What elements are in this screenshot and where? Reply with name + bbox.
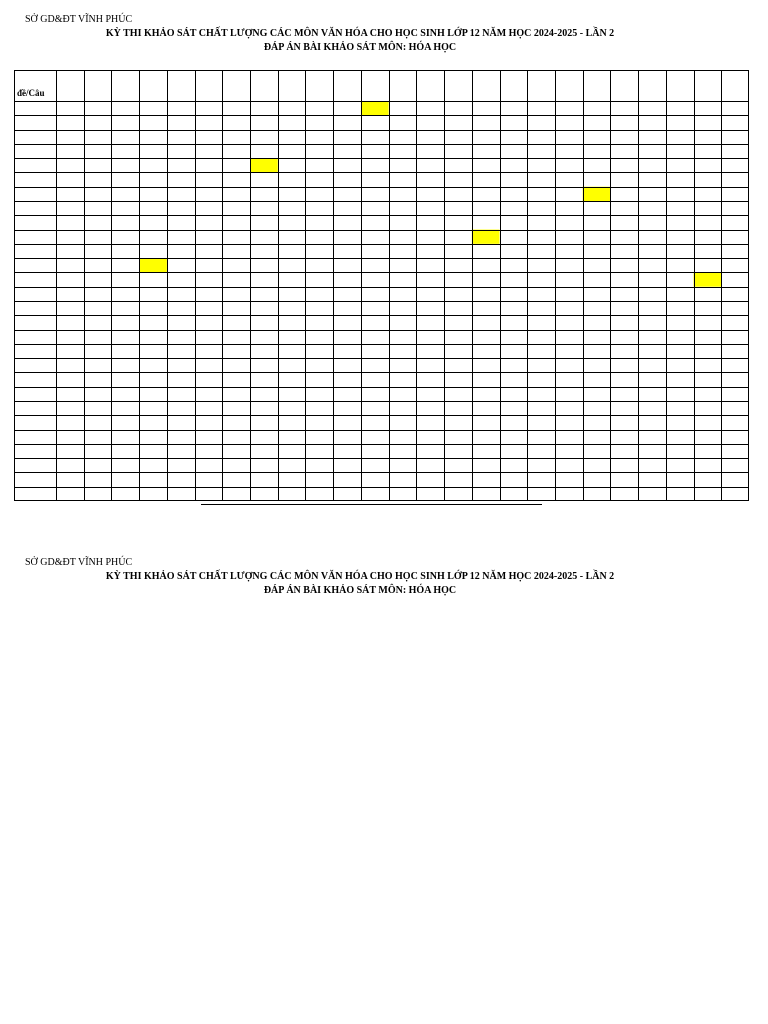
answer-key-table — [14, 70, 749, 501]
department-name: SỞ GD&ĐT VĨNH PHÚC — [25, 14, 133, 25]
highlighted-cell — [250, 158, 278, 172]
footer-rule — [201, 504, 542, 505]
answer-key-title-2: ĐÁP ÁN BÀI KHẢO SÁT MÔN: HÓA HỌC — [263, 585, 457, 596]
highlighted-cell — [694, 272, 722, 286]
highlighted-cell — [139, 258, 167, 272]
exam-title: KỲ THI KHẢO SÁT CHẤT LƯỢNG CÁC MÔN VĂN HÓA CHO HỌC SINH LỚP 12 NĂM HỌC 2024-2025 - LẦN 2 — [105, 28, 615, 39]
highlighted-cell — [472, 230, 500, 244]
answer-grid-lines — [14, 70, 749, 501]
department-name-2: SỞ GD&ĐT VĨNH PHÚC — [25, 557, 133, 568]
table-corner-label: đề/Câu — [17, 88, 45, 98]
highlighted-cell — [361, 101, 389, 115]
highlighted-cell — [583, 187, 611, 201]
answer-key-title: ĐÁP ÁN BÀI KHẢO SÁT MÔN: HÓA HỌC — [263, 42, 457, 53]
exam-title-2: KỲ THI KHẢO SÁT CHẤT LƯỢNG CÁC MÔN VĂN HÓA CHO HỌC SINH LỚP 12 NĂM HỌC 2024-2025 - LẦN 2 — [105, 571, 615, 582]
